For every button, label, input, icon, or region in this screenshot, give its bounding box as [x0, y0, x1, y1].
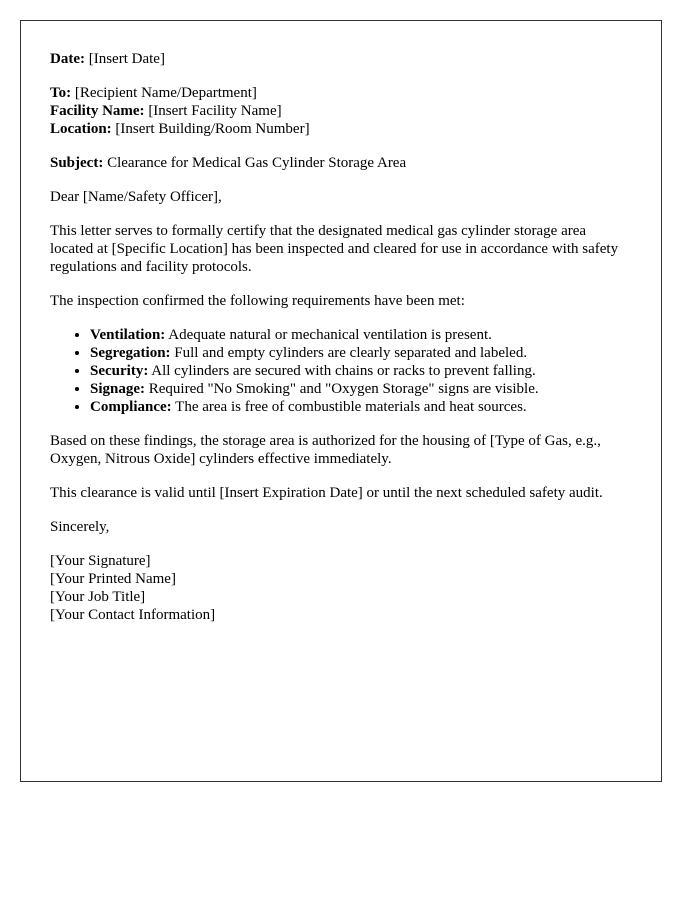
validity-paragraph: This clearance is valid until [Insert Expiration Date] or until the next scheduled safety audit. — [50, 485, 603, 501]
requirements-intro: The inspection confirmed the following requirements have been met: — [50, 293, 465, 309]
date-line: Date: [Insert Date] — [50, 51, 165, 67]
intro-paragraph: This letter serves to formally certify that the designated medical gas cylinder storage area located at [Specific Location] has been inspected and cleared for use in accordance with safety regulations and facility protocols. — [50, 223, 619, 275]
requirements-list — [50, 326, 632, 416]
list-item: • Signage: Required "No Smoking" and "Oxygen Storage" signs are visible. — [90, 380, 632, 398]
letter — [20, 20, 662, 782]
list-item: • Compliance: The area is free of combustible materials and heat sources. — [90, 398, 632, 416]
authorization-paragraph: Based on these findings, the storage area is authorized for the housing of [Type of Gas, e.g., Oxygen, Nitrous Oxide] cylinders effective immediately. — [50, 433, 601, 467]
closing: Sincerely, — [50, 519, 110, 535]
subject-line: Subject: Clearance for Medical Gas Cylinder Storage Area — [50, 155, 407, 171]
signature-block: [Your Signature] [Your Printed Name] [Your Job Title] [Your Contact Information] — [50, 553, 216, 623]
list-item: • Ventilation: Adequate natural or mechanical ventilation is present. — [90, 326, 632, 344]
list-item: • Security: All cylinders are secured with chains or racks to prevent falling. — [90, 362, 632, 380]
salutation: Dear [Name/Safety Officer], — [50, 189, 222, 205]
recipient-block: To: [Recipient Name/Department] Facility Name: [Insert Facility Name] Location: [Insert Building/Room Number] — [50, 85, 310, 137]
list-item: • Segregation: Full and empty cylinders are clearly separated and labeled. — [90, 344, 632, 362]
